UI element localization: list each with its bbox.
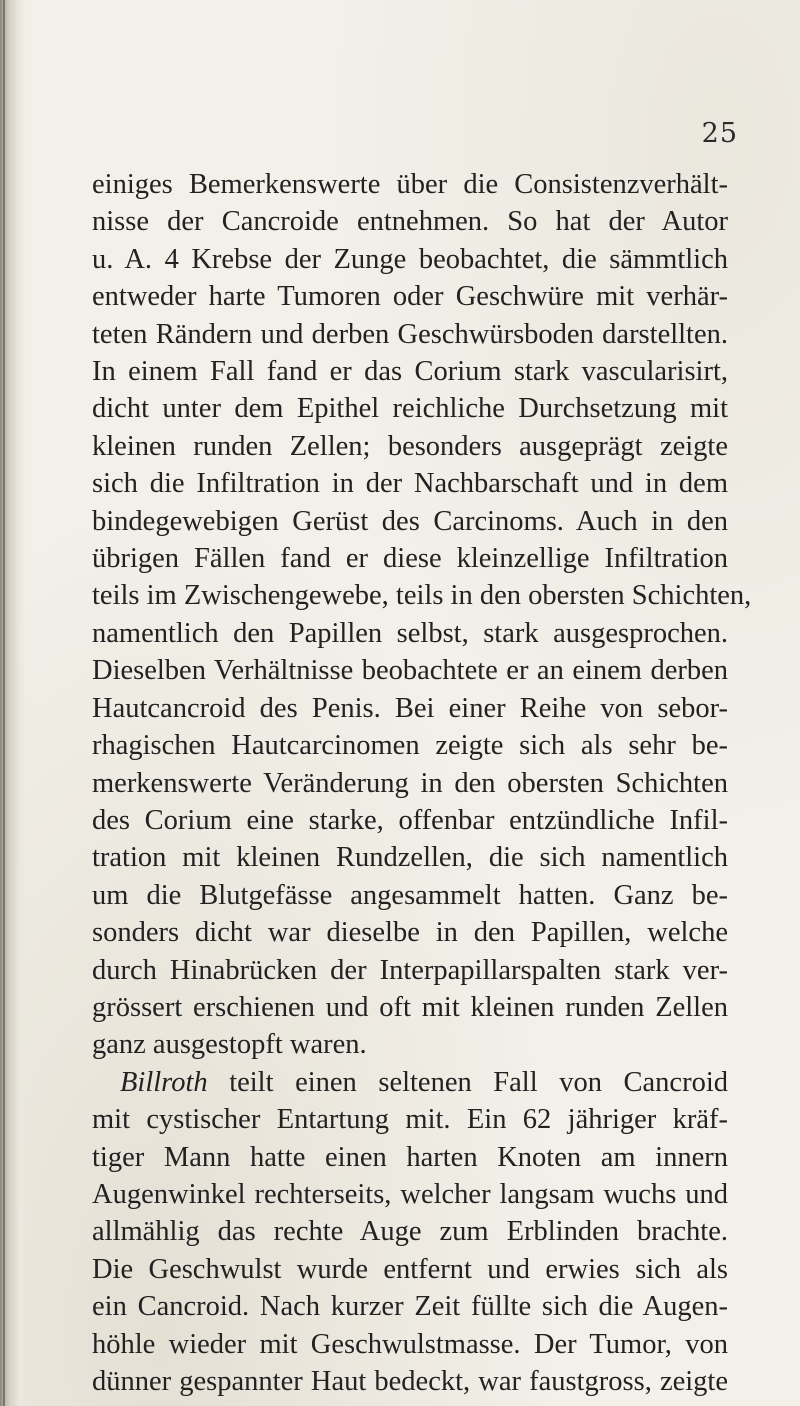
text-line: bindegewebigen Gerüst des Carcinoms. Auch in den [92, 505, 728, 537]
text-line: grössert erschienen und oft mit kleinen runden Zellen [92, 991, 728, 1023]
body-text [92, 166, 752, 1400]
text-line: teils im Zwischengewebe, teils in den obersten Schichten, [92, 580, 752, 612]
text-line: Augenwinkel rechterseits, welcher langsam wuchs und [92, 1178, 728, 1210]
text-line: entweder harte Tumoren oder Geschwüre mit verhär- [92, 281, 728, 313]
text-line: teten Rändern und derben Geschwürsboden darstellten. [92, 318, 728, 350]
page-number: 25 [701, 118, 738, 149]
text-line: allmählig das rechte Auge zum Erblinden brachte. [92, 1216, 728, 1248]
author-name: Billroth [120, 1066, 208, 1098]
page-edge-line [3, 0, 5, 1406]
text-line: Die Geschwulst wurde entfernt und erwies sich als [92, 1253, 728, 1285]
text-line: sonders dicht war dieselbe in den Papillen, welche [92, 917, 728, 949]
text-line: durch Hinabrücken der Interpapillarspalten stark ver- [92, 954, 728, 986]
text-line: ganz ausgestopft waren. [92, 1029, 367, 1061]
text-line: merkenswerte Veränderung in den obersten Schichten [92, 767, 728, 799]
text-fragment: teilt einen seltenen Fall von Cancroid [207, 1066, 728, 1098]
text-line: nisse der Cancroide entnehmen. So hat der Autor [92, 206, 728, 238]
text-line: dünner gespannter Haut bedeckt, war faustgross, zeigte [92, 1366, 728, 1397]
text-line: kleinen runden Zellen; besonders ausgeprägt zeigte [92, 430, 728, 462]
text-line: mit cystischer Entartung mit. Ein 62 jähriger kräf- [92, 1104, 728, 1136]
text-line: In einem Fall fand er das Corium stark vascularisirt, [92, 356, 728, 388]
text-line: rhagischen Hautcarcinomen zeigte sich als sehr be- [92, 730, 728, 762]
text-line: Dieselben Verhältnisse beobachtete er an einem derben [92, 655, 728, 687]
text-line: einiges Bemerkenswerte über die Consistenzverhält- [92, 169, 728, 200]
text-line: dicht unter dem Epithel reichliche Durchsetzung mit [92, 393, 728, 425]
text-line: tiger Mann hatte einen harten Knoten am innern [92, 1141, 728, 1173]
text-line: des Corium eine starke, offenbar entzündliche Infil- [92, 804, 728, 836]
paragraph-first-line [92, 1064, 728, 1101]
text-line: Hautcancroid des Penis. Bei einer Reihe von sebor- [92, 692, 728, 724]
text-line: um die Blutgefässe angesammelt hatten. Ganz be- [92, 879, 728, 911]
text-line: namentlich den Papillen selbst, stark ausgesprochen. [92, 617, 728, 649]
text-line: sich die Infiltration in der Nachbarschaft und in dem [92, 468, 728, 500]
text-line: höhle wieder mit Geschwulstmasse. Der Tumor, von [92, 1328, 728, 1360]
text-line: ein Cancroid. Nach kurzer Zeit füllte sich die Augen- [92, 1291, 728, 1323]
text-line: u. A. 4 Krebse der Zunge beobachtet, die sämmtlich [92, 243, 728, 275]
text-line: übrigen Fällen fand er diese kleinzellige Infiltration [92, 543, 728, 575]
text-line: tration mit kleinen Rundzellen, die sich namentlich [92, 842, 728, 874]
